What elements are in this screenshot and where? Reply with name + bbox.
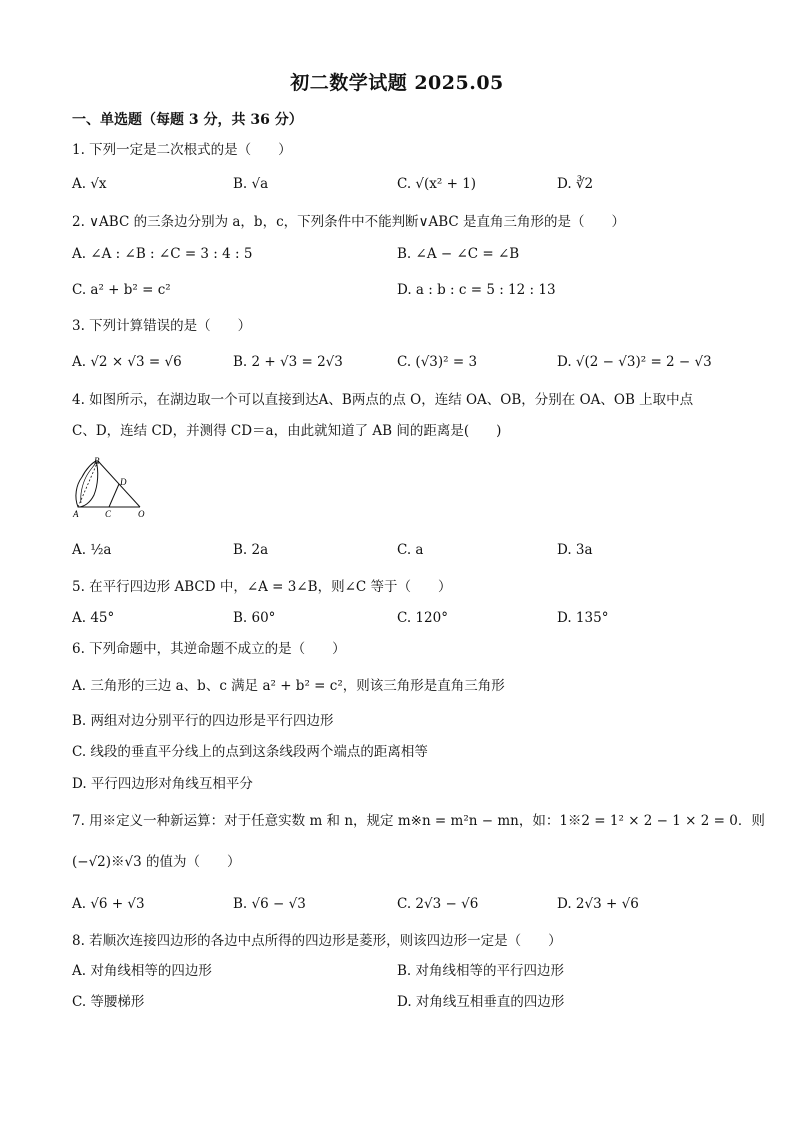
q7-option-a: A. √6 + √3	[72, 896, 145, 912]
point-d-label: D	[120, 477, 127, 487]
question-8-stem: 8. 若顺次连接四边形的各边中点所得的四边形是菱形，则该四边形一定是（ ）	[72, 933, 562, 949]
question-1-stem: 1. 下列一定是二次根式的是（ ）	[72, 142, 292, 158]
q7-option-d: D. 2√3 + √6	[557, 896, 639, 912]
segment-cd	[109, 484, 119, 507]
q3-option-a: A. √2 × √3 = √6	[72, 354, 182, 370]
question-3-stem: 3. 下列计算错误的是（ ）	[72, 318, 252, 334]
question-6-stem: 6. 下列命题中，其逆命题不成立的是（ ）	[72, 641, 346, 657]
question-2-stem: 2. ∨ABC 的三条边分别为 a，b，c，下列条件中不能判断∨ABC 是直角三角形的是（ ）	[72, 214, 626, 230]
q2-option-b: B. ∠A − ∠C = ∠B	[397, 246, 520, 262]
question-7-stem-line1: 7. 用※定义一种新运算：对于任意实数 m 和 n，规定 m※n = m²n − mn，如：1※2 = 1² × 2 − 1 × 2 = 0．则	[72, 813, 765, 829]
point-a-label: A	[73, 509, 79, 519]
section-heading: 一、单选题（每题 3 分，共 36 分）	[72, 112, 303, 128]
question-7-stem-line2: (−√2)※√3 的值为（ ）	[72, 854, 241, 870]
q3-option-c: C. (√3)² = 3	[397, 354, 478, 370]
q4-option-b: B. 2a	[233, 542, 269, 558]
q3-option-b: B. 2 + √3 = 2√3	[233, 354, 343, 370]
q2-option-d: D. a : b : c = 5 : 12 : 13	[397, 282, 556, 298]
q6-option-d: D. 平行四边形对角线互相平分	[72, 776, 253, 792]
q6-option-a: A. 三角形的三边 a、b、c 满足 a² + b² = c²，则该三角形是直角三角形	[72, 678, 505, 694]
q6-option-c: C. 线段的垂直平分线上的点到这条线段两个端点的距离相等	[72, 744, 428, 760]
point-c-label: C	[105, 509, 112, 519]
q1-option-d: D. ∛2	[557, 176, 594, 192]
point-o-label: O	[138, 509, 145, 519]
q2-option-c: C. a² + b² = c²	[72, 282, 171, 298]
q4-option-c: C. a	[397, 542, 424, 558]
q5-option-d: D. 135°	[557, 610, 609, 626]
q7-option-c: C. 2√3 − √6	[397, 896, 479, 912]
q8-option-d: D. 对角线互相垂直的四边形	[397, 994, 565, 1010]
q8-option-a: A. 对角线相等的四边形	[72, 963, 212, 979]
point-b-label: B	[94, 456, 100, 466]
question-5-stem: 5. 在平行四边形 ABCD 中，∠A = 3∠B，则∠C 等于（ ）	[72, 579, 452, 595]
q1-option-c: C. √(x² + 1)	[397, 176, 477, 192]
q4-option-a: A. ½a	[72, 542, 112, 558]
page-title: 初二数学试题 2025.05	[290, 72, 504, 94]
question-4-stem-line2: C、D，连结 CD，并测得 CD＝a，由此就知道了 AB 间的距离是( )	[72, 423, 502, 439]
q3-option-d: D. √(2 − √3)² = 2 − √3	[557, 354, 712, 370]
q4-option-d: D. 3a	[557, 542, 593, 558]
q2-option-a: A. ∠A : ∠B : ∠C = 3 : 4 : 5	[72, 246, 253, 262]
lake-triangle-diagram	[72, 455, 162, 519]
q5-option-a: A. 45°	[72, 610, 115, 626]
q1-option-a: A. √x	[72, 176, 107, 192]
q5-option-b: B. 60°	[233, 610, 276, 626]
q1-option-b: B. √a	[233, 176, 269, 192]
q8-option-b: B. 对角线相等的平行四边形	[397, 963, 565, 979]
q8-option-c: C. 等腰梯形	[72, 994, 145, 1010]
q5-option-c: C. 120°	[397, 610, 448, 626]
q7-option-b: B. √6 − √3	[233, 896, 306, 912]
q6-option-b: B. 两组对边分别平行的四边形是平行四边形	[72, 713, 334, 729]
question-4-stem-line1: 4. 如图所示，在湖边取一个可以直接到达A、B两点的点 O，连结 OA、OB，分别在 OA、OB 上取中点	[72, 392, 694, 408]
lake-outline	[76, 461, 98, 507]
